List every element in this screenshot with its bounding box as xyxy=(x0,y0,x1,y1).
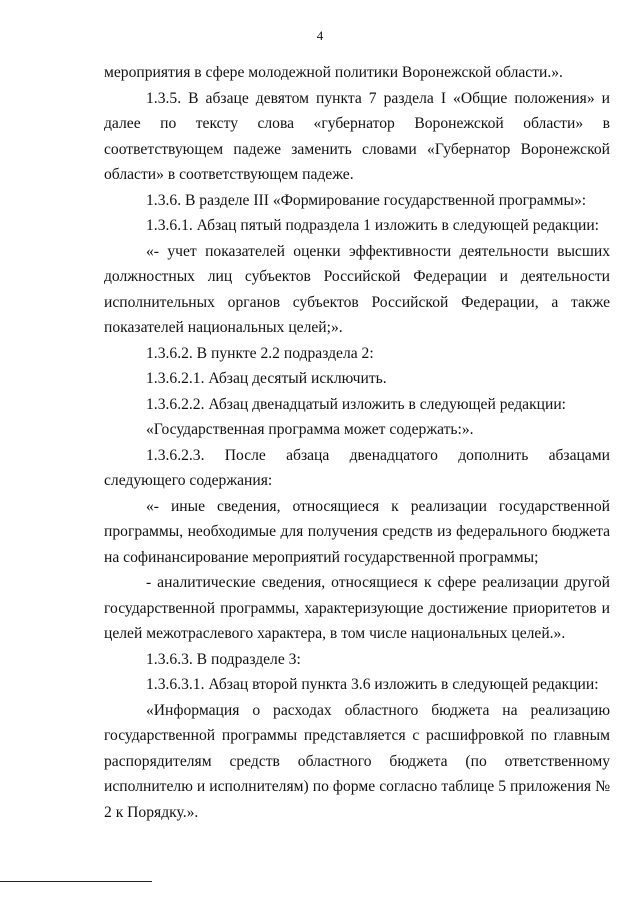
paragraph-1-3-6-2-2: 1.3.6.2.2. Абзац двенадцатый изложить в следующей редакции: xyxy=(146,395,567,413)
footer-rule xyxy=(0,881,152,882)
paragraph-continuation: мероприятия в сфере молодежной политики Воронежской области.». xyxy=(104,64,563,81)
paragraph-1-3-6-2: 1.3.6.2. В пункте 2.2 подраздела 2: xyxy=(146,344,374,362)
paragraph-quote-other-info: «- иные сведения, относящиеся к реализации государственной программы, необходимые для получения средств из федерального бюджета на софинансирование мероприятий государственной программы; xyxy=(104,497,610,566)
page-number: 4 xyxy=(316,28,324,43)
paragraph-quote-indicators: «- учет показателей оценки эффективности деятельности высших должностных лиц субъектов Российской Федерации и деятельности исполнительных органов субъектов Российской Федерации, а также показателей национальных целей;». xyxy=(104,242,610,336)
paragraph-1-3-6-3: 1.3.6.3. В подразделе 3: xyxy=(146,650,301,668)
paragraph-1-3-6-1: 1.3.6.1. Абзац пятый подраздела 1 изложить в следующей редакции: xyxy=(146,217,600,234)
paragraph-1-3-5: 1.3.5. В абзаце девятом пункта 7 раздела I «Общие положения» и далее по тексту слова «губернатор Воронежской области» в соответствующем падеже заменить словами «Губернатор Воронежской области» в соответствующем падеже. xyxy=(104,89,610,183)
paragraph-quote-program-content: «Государственная программа может содержать:». xyxy=(146,421,474,438)
paragraph-1-3-6: 1.3.6. В разделе III «Формирование государственной программы»: xyxy=(146,191,587,209)
paragraph-1-3-6-2-3: 1.3.6.2.3. После абзаца двенадцатого дополнить абзацами следующего содержания: xyxy=(104,446,610,489)
paragraph-1-3-6-2-1: 1.3.6.2.1. Абзац десятый исключить. xyxy=(146,370,387,387)
paragraph-quote-expenses: «Информация о расходах областного бюджета на реализацию государственной программы представляется с расшифровкой по главным распорядителям средств областного бюджета (по ответственному исполнителю и исполнителям) по форме согласно таблице 5 приложения № 2 к Порядку.». xyxy=(104,701,610,821)
paragraph-1-3-6-3-1: 1.3.6.3.1. Абзац второй пункта 3.6 изложить в следующей редакции: xyxy=(146,676,599,693)
paragraph-analytic-info: - аналитические сведения, относящиеся к сфере реализации другой государственной программы, характеризующие достижение приоритетов и целей межотраслевого характера, в том числе национальных целей.». xyxy=(104,574,610,642)
document-body xyxy=(104,60,610,825)
